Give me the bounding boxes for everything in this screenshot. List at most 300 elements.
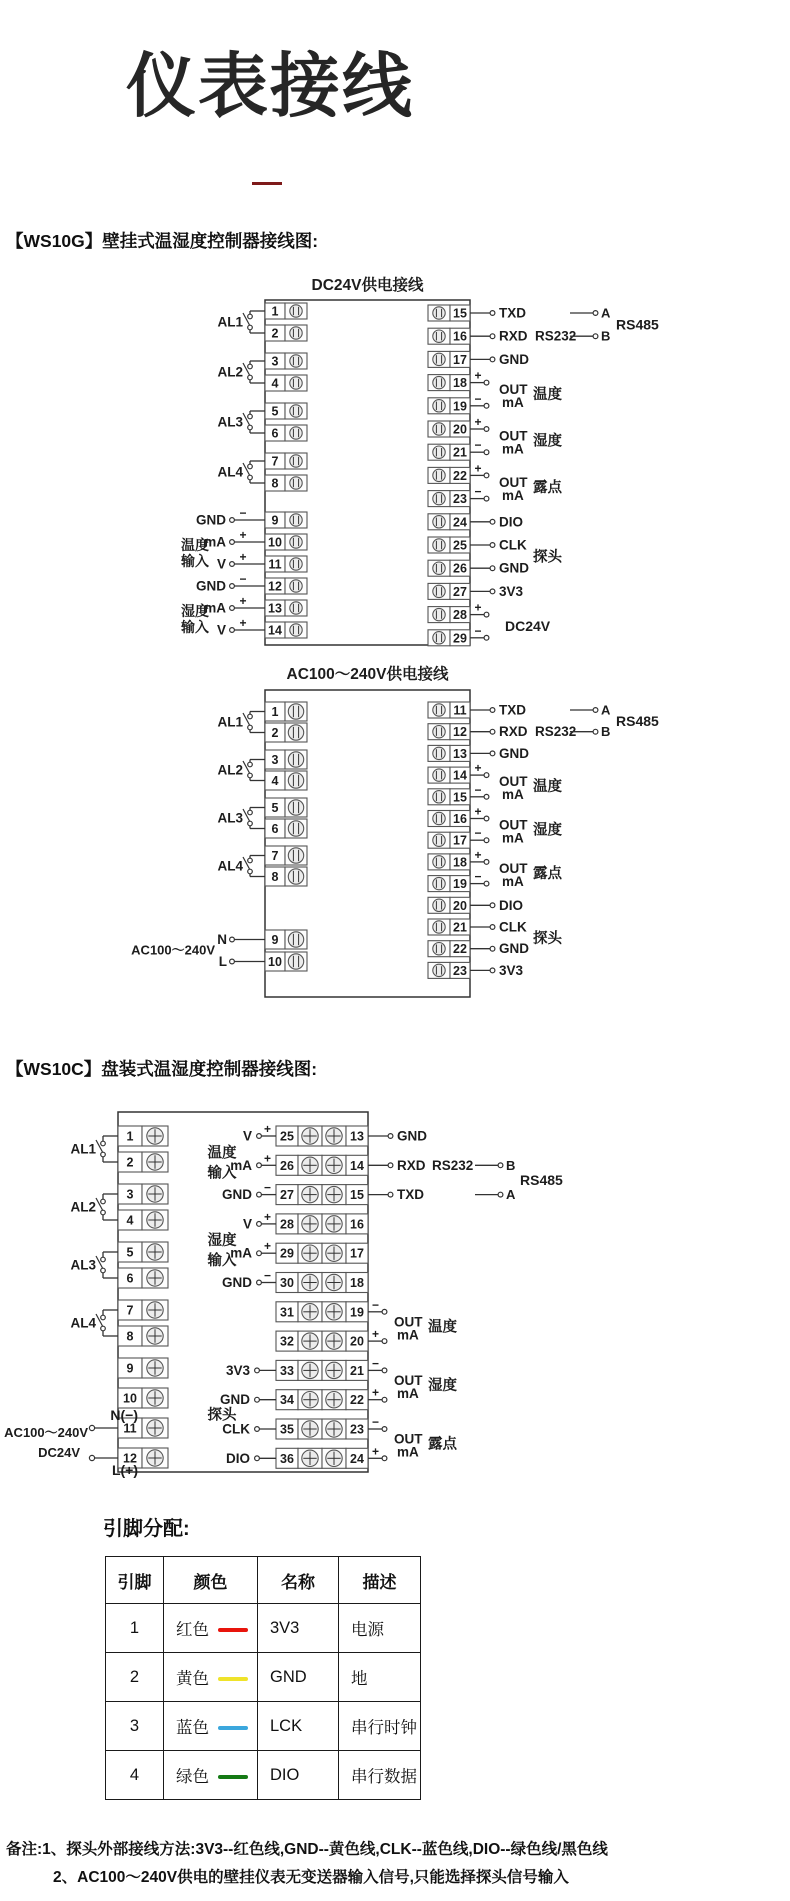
- alarm-relay-label: AL2: [217, 762, 243, 778]
- rs485-label: RS485: [520, 1171, 563, 1188]
- out-channel-label: 湿度: [533, 433, 562, 450]
- wire-terminal-dot: [484, 773, 489, 778]
- out-label: mA: [502, 873, 524, 889]
- wire-terminal-dot: [484, 612, 489, 617]
- terminal-number: 6: [271, 822, 279, 836]
- pin-name: TXD: [499, 305, 526, 321]
- terminal-number: 4: [271, 774, 279, 788]
- signal-name-cell: 3V3: [258, 1604, 339, 1653]
- signal-description-cell: 串行数据: [339, 1751, 421, 1800]
- wire-terminal-dot: [248, 869, 253, 874]
- polarity-sign: −: [474, 391, 482, 406]
- screw-head-icon: [433, 769, 445, 781]
- pin-name: DIO: [225, 1450, 250, 1466]
- pin-name: mA: [230, 1157, 252, 1173]
- screw-head-icon: [433, 726, 445, 738]
- pin-name: GND: [222, 1275, 252, 1290]
- terminal-number: 33: [280, 1363, 294, 1378]
- wire-terminal-dot: [484, 635, 489, 640]
- terminal-number: 20: [350, 1334, 364, 1349]
- polarity-sign: +: [474, 761, 482, 776]
- terminal-number: 10: [268, 535, 282, 550]
- terminal-number: 15: [453, 306, 467, 321]
- screw-head-icon: [288, 752, 303, 767]
- wire-terminal-dot: [490, 968, 495, 973]
- power-supply-label: AC100～240V: [4, 1425, 88, 1440]
- polarity-sign: +: [474, 461, 482, 476]
- screw-head-icon: [290, 327, 302, 339]
- rs485-label: RS485: [616, 712, 659, 729]
- wire-terminal-dot: [490, 589, 495, 594]
- polarity-sign: +: [474, 600, 482, 615]
- terminal-number: 4: [126, 1213, 134, 1228]
- pin-table-row: [106, 1653, 421, 1702]
- wire-terminal-dot: [101, 1210, 106, 1215]
- wire-terminal-dot: [490, 946, 495, 951]
- screw-head-icon: [288, 848, 303, 863]
- out-label: OUT: [499, 475, 528, 490]
- pin-name: 3V3: [499, 583, 524, 599]
- terminal-number: 2: [271, 726, 279, 740]
- wire-terminal-dot: [484, 403, 489, 408]
- pin-number-cell: 2: [106, 1653, 164, 1702]
- wire-color-swatch: [218, 1775, 248, 1779]
- pin-name: RXD: [499, 328, 528, 344]
- wire-terminal-dot: [248, 725, 253, 730]
- out-channel-label: 湿度: [533, 822, 562, 839]
- terminal-number: 9: [271, 933, 279, 947]
- screw-head-icon: [290, 427, 302, 439]
- alarm-relay-label: AL3: [70, 1257, 96, 1273]
- screw-head-icon: [433, 469, 445, 481]
- terminal-number: 8: [271, 870, 279, 884]
- screw-head-icon: [290, 558, 302, 570]
- alarm-relay-label: AL4: [217, 858, 243, 874]
- polarity-sign: +: [239, 616, 247, 630]
- input-group-label: 湿度: [207, 1233, 237, 1250]
- rs485-line-label: A: [506, 1187, 516, 1203]
- wire-terminal-dot: [248, 464, 253, 469]
- input-group-label: 输入: [181, 553, 209, 569]
- terminal-number: 7: [126, 1303, 134, 1318]
- wire-terminal-dot: [255, 1368, 260, 1373]
- pin-table-column-header: 名称: [258, 1557, 339, 1604]
- terminal-number: 35: [280, 1422, 294, 1437]
- terminal-number: 23: [453, 492, 467, 507]
- terminal-number: 5: [271, 404, 279, 419]
- terminal-number: 25: [280, 1129, 294, 1144]
- wire-terminal-dot: [484, 427, 489, 432]
- screw-head-icon: [290, 580, 302, 592]
- power-supply-label: AC100～240V: [131, 942, 215, 958]
- terminal-number: 13: [268, 601, 282, 616]
- section-heading-ws10c: 【WS10C】盘装式温湿度控制器接线图:: [6, 1059, 318, 1079]
- wire-terminal-dot: [382, 1427, 387, 1432]
- wire-terminal-dot: [230, 584, 235, 589]
- input-group-label: 输入: [181, 619, 209, 635]
- terminal-number: 12: [123, 1451, 137, 1466]
- input-group-label: 温度: [207, 1145, 237, 1162]
- wire-terminal-dot: [101, 1199, 106, 1204]
- wire-terminal-dot: [484, 838, 489, 843]
- out-channel-label: 露点: [428, 1436, 457, 1453]
- screw-head-icon: [433, 791, 445, 803]
- terminal-number: 14: [453, 768, 467, 783]
- polarity-sign: −: [371, 1415, 380, 1429]
- pin-name: N(−): [110, 1407, 138, 1423]
- wire-color-cell: [164, 1751, 258, 1800]
- wire-terminal-dot: [89, 1425, 94, 1430]
- screw-head-icon: [288, 954, 303, 969]
- terminal-number: 22: [453, 468, 467, 483]
- pin-assignment-table: [105, 1556, 421, 1800]
- screw-head-icon: [433, 704, 445, 716]
- screw-head-icon: [433, 943, 445, 955]
- terminal-number: 36: [280, 1451, 294, 1466]
- pin-name: L(+): [111, 1462, 138, 1478]
- polarity-sign: −: [371, 1297, 380, 1312]
- wire-terminal-dot: [248, 314, 253, 319]
- terminal-number: 21: [350, 1363, 364, 1378]
- pin-number-cell: 4: [106, 1751, 164, 1800]
- wire-terminal-dot: [101, 1141, 106, 1146]
- wire-terminal-dot: [248, 325, 253, 330]
- wire-terminal-dot: [248, 475, 253, 480]
- pin-name: GND: [499, 941, 529, 957]
- wire-terminal-dot: [248, 414, 253, 419]
- wire-terminal-dot: [484, 473, 489, 478]
- screw-head-icon: [288, 800, 303, 815]
- screw-head-icon: [290, 305, 302, 317]
- polarity-sign: −: [263, 1268, 272, 1283]
- wire-terminal-dot: [490, 729, 495, 734]
- wire-terminal-dot: [498, 1192, 503, 1197]
- wire-terminal-dot: [382, 1339, 387, 1344]
- out-label: mA: [502, 395, 524, 411]
- terminal-number: 3: [126, 1187, 134, 1202]
- pin-name: L: [218, 954, 227, 969]
- wire-terminal-dot: [257, 1251, 262, 1256]
- terminal-number: 13: [453, 746, 467, 761]
- screw-head-icon: [433, 446, 445, 458]
- terminal-number: 24: [453, 515, 467, 530]
- pin-name: TXD: [499, 702, 526, 718]
- wire-terminal-dot: [388, 1163, 393, 1168]
- terminal-number: 1: [271, 304, 279, 319]
- wire-color-name: 绿色: [176, 1768, 209, 1786]
- pin-name: 3V3: [499, 962, 524, 978]
- terminal-number: 17: [453, 352, 467, 367]
- wire-terminal-dot: [230, 562, 235, 567]
- out-label: mA: [502, 488, 524, 503]
- terminal-number: 29: [280, 1246, 294, 1261]
- wire-terminal-dot: [484, 496, 489, 501]
- terminal-number: 17: [350, 1246, 364, 1261]
- pin-table-column-header: 描述: [339, 1557, 421, 1604]
- polarity-sign: +: [371, 1385, 380, 1400]
- terminal-number: 9: [271, 513, 279, 528]
- signal-description-cell: 串行时钟: [339, 1702, 421, 1751]
- ac240v-wiring-diagram: [95, 655, 675, 1015]
- wire-terminal-dot: [484, 881, 489, 886]
- wire-color-cell: [164, 1604, 258, 1653]
- polarity-sign: +: [263, 1122, 272, 1136]
- alarm-relay-label: AL4: [70, 1315, 96, 1331]
- terminal-number: 22: [453, 942, 467, 957]
- signal-name-cell: GND: [258, 1653, 339, 1702]
- pin-name: GND: [196, 578, 226, 594]
- pin-name: GND: [499, 351, 529, 367]
- wire-terminal-dot: [248, 762, 253, 767]
- wire-color-cell: [164, 1653, 258, 1702]
- terminal-number: 4: [271, 376, 279, 391]
- wire-terminal-dot: [593, 311, 598, 316]
- wire-terminal-dot: [255, 1456, 260, 1461]
- terminal-number: 15: [453, 790, 467, 805]
- wire-terminal-dot: [248, 821, 253, 826]
- terminal-number: 11: [453, 703, 467, 718]
- rs232-label: RS232: [535, 328, 577, 344]
- terminal-number: 22: [350, 1393, 364, 1408]
- out-label: mA: [502, 441, 524, 457]
- screw-head-icon: [433, 812, 445, 824]
- signal-description-cell: 电源: [339, 1604, 421, 1653]
- polarity-sign: −: [474, 623, 482, 638]
- screw-head-icon: [433, 899, 445, 911]
- terminal-number: 18: [453, 855, 467, 870]
- terminal-number: 32: [280, 1334, 294, 1349]
- terminal-number: 3: [271, 753, 279, 767]
- pin-table-column-header: 引脚: [106, 1557, 164, 1604]
- screw-head-icon: [288, 932, 303, 947]
- wire-terminal-dot: [593, 334, 598, 339]
- terminal-number: 13: [350, 1129, 364, 1144]
- wire-terminal-dot: [248, 375, 253, 380]
- wire-terminal-dot: [257, 1280, 262, 1285]
- pin-number-cell: 3: [106, 1702, 164, 1751]
- out-label: mA: [502, 830, 524, 846]
- pin-name: N: [217, 932, 227, 947]
- screw-head-icon: [290, 405, 302, 417]
- wire-terminal-dot: [230, 628, 235, 633]
- rs485-line-label: B: [506, 1157, 516, 1173]
- wire-color-swatch: [218, 1628, 248, 1632]
- screw-head-icon: [290, 602, 302, 614]
- terminal-number: 8: [126, 1329, 134, 1344]
- rs485-line-label: B: [601, 328, 611, 344]
- pin-name: TXD: [397, 1187, 424, 1203]
- screw-head-icon: [290, 377, 302, 389]
- polarity-sign: +: [263, 1209, 272, 1224]
- wire-terminal-dot: [257, 1163, 262, 1168]
- screw-head-icon: [433, 562, 445, 574]
- pin-name: CLK: [222, 1421, 250, 1437]
- out-label: OUT: [499, 428, 528, 444]
- wire-color-name: 红色: [176, 1621, 209, 1639]
- alarm-relay-label: AL1: [217, 714, 243, 730]
- pin-number-cell: 1: [106, 1604, 164, 1653]
- pin-table-row: [106, 1702, 421, 1751]
- terminal-number: 12: [268, 579, 282, 594]
- pin-name: GND: [397, 1128, 427, 1144]
- terminal-number: 12: [453, 725, 467, 740]
- terminal-number: 10: [123, 1391, 137, 1406]
- wire-terminal-dot: [230, 540, 235, 545]
- pin-name: V: [242, 1128, 252, 1144]
- out-channel-label: 湿度: [428, 1378, 457, 1395]
- terminal-number: 18: [453, 376, 467, 391]
- polarity-sign: −: [239, 572, 247, 586]
- screw-head-icon: [433, 747, 445, 759]
- screw-head-icon: [433, 632, 445, 644]
- wire-terminal-dot: [484, 794, 489, 799]
- terminal-number: 7: [271, 849, 279, 863]
- out-channel-label: 露点: [533, 865, 562, 882]
- wire-terminal-dot: [230, 959, 235, 964]
- terminal-number: 24: [350, 1451, 364, 1466]
- terminal-number: 34: [280, 1393, 294, 1408]
- terminal-number: 8: [271, 476, 279, 491]
- screw-head-icon: [433, 376, 445, 388]
- pin-name: 3V3: [225, 1362, 250, 1378]
- terminal-number: 9: [126, 1361, 134, 1376]
- terminal-number: 19: [453, 399, 467, 414]
- wire-terminal-dot: [248, 425, 253, 430]
- wire-terminal-dot: [490, 543, 495, 548]
- terminal-number: 29: [453, 631, 467, 646]
- polarity-sign: −: [474, 826, 482, 841]
- wire-color-name: 黄色: [176, 1670, 209, 1688]
- input-group-label: 温度: [181, 537, 209, 553]
- alarm-relay-label: AL2: [217, 364, 243, 380]
- signal-description-cell: 地: [339, 1653, 421, 1702]
- terminal-number: 16: [350, 1217, 364, 1232]
- screw-head-icon: [433, 330, 445, 342]
- screw-head-icon: [433, 834, 445, 846]
- wire-terminal-dot: [255, 1397, 260, 1402]
- screw-head-icon: [433, 877, 445, 889]
- wire-terminal-dot: [490, 519, 495, 524]
- wire-terminal-dot: [490, 334, 495, 339]
- wire-terminal-dot: [230, 518, 235, 523]
- terminal-number: 18: [350, 1276, 364, 1290]
- screw-head-icon: [290, 477, 302, 489]
- alarm-relay-label: AL3: [217, 414, 243, 430]
- terminal-number: 20: [453, 898, 467, 913]
- terminal-number: 21: [453, 920, 467, 935]
- terminal-number: 31: [280, 1305, 294, 1320]
- terminal-number: 26: [280, 1158, 294, 1173]
- alarm-relay-label: AL1: [70, 1141, 96, 1157]
- probe-label: 探头: [533, 549, 562, 566]
- terminal-number: 5: [126, 1245, 134, 1260]
- pin-table-header-row: [106, 1557, 421, 1604]
- out-channel-label: 温度: [428, 1319, 457, 1336]
- polarity-sign: −: [474, 438, 482, 453]
- wire-terminal-dot: [382, 1368, 387, 1373]
- dc24v-wiring-diagram: [95, 277, 675, 660]
- polarity-sign: +: [239, 550, 247, 564]
- screw-head-icon: [433, 423, 445, 435]
- screw-head-icon: [433, 400, 445, 412]
- wire-terminal-dot: [593, 708, 598, 713]
- screw-head-icon: [288, 725, 303, 740]
- pin-name: RXD: [499, 724, 528, 740]
- screw-head-icon: [433, 608, 445, 620]
- out-label: mA: [397, 1386, 419, 1402]
- probe-label: 探头: [533, 930, 562, 947]
- pin-name: mA: [204, 600, 226, 616]
- rs485-line-label: A: [601, 305, 611, 321]
- terminal-number: 2: [271, 326, 279, 341]
- terminal-number: 25: [453, 538, 467, 553]
- polarity-sign: +: [474, 804, 482, 819]
- pin-name: GND: [222, 1187, 252, 1203]
- alarm-relay-label: AL4: [217, 464, 243, 480]
- wire-terminal-dot: [257, 1192, 262, 1197]
- polarity-sign: −: [474, 869, 482, 884]
- wire-terminal-dot: [255, 1427, 260, 1432]
- terminal-number: 27: [280, 1188, 294, 1203]
- wire-terminal-dot: [101, 1257, 106, 1262]
- input-group-label: 输入: [207, 1253, 237, 1270]
- screw-head-icon: [288, 704, 303, 719]
- out-label: mA: [397, 1327, 419, 1343]
- terminal-number: 1: [271, 705, 279, 719]
- wire-terminal-dot: [388, 1192, 393, 1197]
- screw-head-icon: [433, 307, 445, 319]
- screw-head-icon: [433, 516, 445, 528]
- panel-wiring-diagram: [0, 1095, 700, 1507]
- screw-head-icon: [433, 964, 445, 976]
- terminal-number: 11: [123, 1421, 137, 1436]
- terminal-number: 20: [453, 422, 467, 437]
- terminal-number: 6: [271, 426, 279, 441]
- wire-terminal-dot: [382, 1309, 387, 1314]
- out-label: OUT: [499, 773, 528, 789]
- wire-terminal-dot: [89, 1455, 94, 1460]
- wire-terminal-dot: [484, 380, 489, 385]
- pin-name: V: [242, 1216, 252, 1232]
- terminal-number: 15: [350, 1188, 364, 1203]
- polarity-sign: +: [239, 594, 247, 608]
- pin-name: mA: [204, 534, 226, 550]
- screw-head-icon: [433, 921, 445, 933]
- terminal-number: 1: [126, 1129, 134, 1144]
- terminal-number: 6: [126, 1271, 134, 1286]
- screw-head-icon: [433, 585, 445, 597]
- terminal-number: 14: [268, 623, 282, 638]
- wire-terminal-dot: [101, 1326, 106, 1331]
- wire-terminal-dot: [484, 450, 489, 455]
- wire-terminal-dot: [230, 606, 235, 611]
- wire-terminal-dot: [490, 925, 495, 930]
- pin-name: DIO: [499, 897, 524, 913]
- out-label: OUT: [394, 1431, 423, 1447]
- wire-terminal-dot: [382, 1397, 387, 1402]
- note-line-1: 备注:1、探头外部接线方法:3V3--红色线,GND--黄色线,CLK--蓝色线,DIO--绿色线/黑色线: [6, 1841, 608, 1858]
- pin-name: GND: [499, 745, 529, 761]
- wire-color-swatch: [218, 1726, 248, 1730]
- pin-name: CLK: [499, 537, 527, 553]
- screw-head-icon: [290, 514, 302, 526]
- pin-name: GND: [196, 512, 226, 528]
- polarity-sign: +: [263, 1151, 272, 1166]
- polarity-sign: −: [239, 506, 247, 520]
- screw-head-icon: [288, 773, 303, 788]
- out-label: OUT: [394, 1314, 423, 1330]
- terminal-number: 7: [271, 454, 279, 469]
